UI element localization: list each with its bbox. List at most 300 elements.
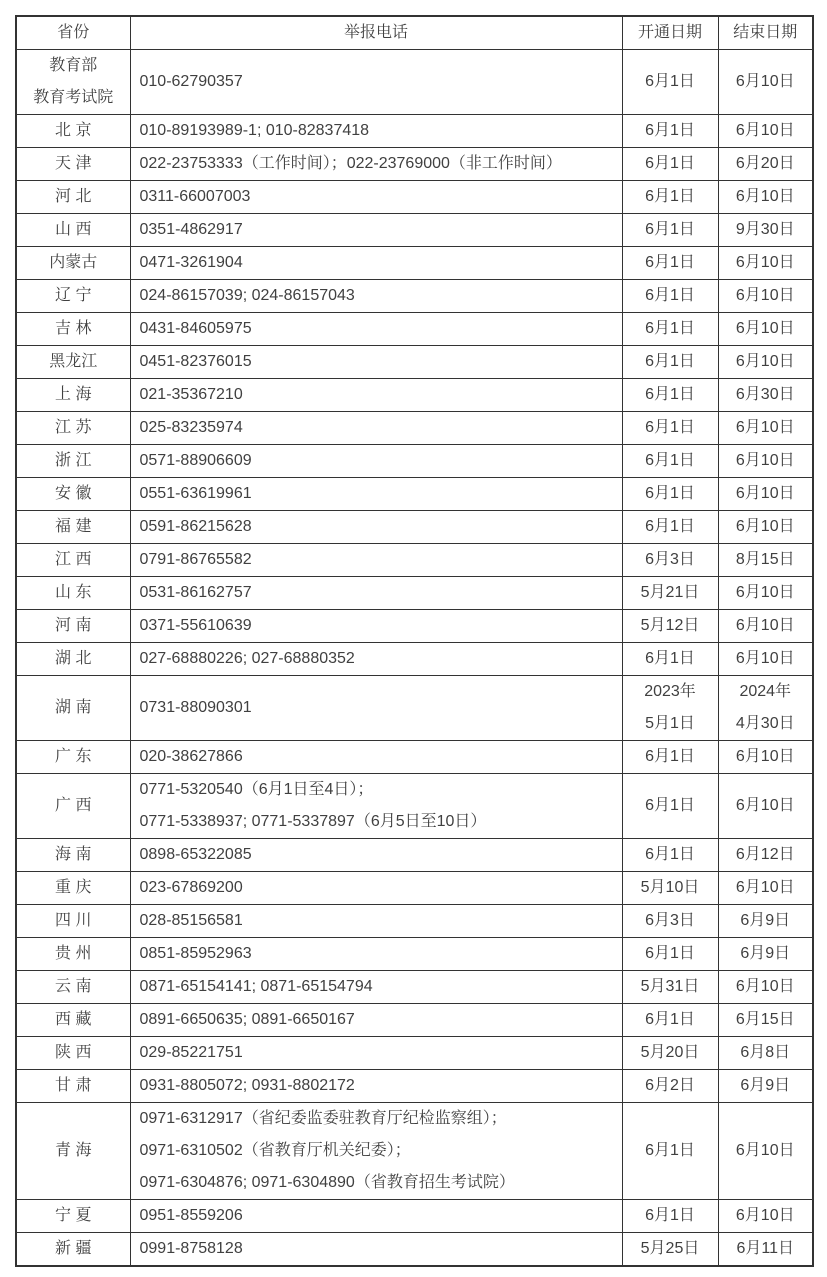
province-cell [16,313,130,346]
end-date-cell [718,148,813,181]
cell-line: 宁 夏 [55,1207,92,1224]
start-date-cell [622,643,718,676]
cell-line: 甘 肃 [55,1077,92,1094]
cell-line: 020-38627866 [139,748,243,765]
end-date-cell [718,346,813,379]
report-phone-table [15,15,814,1267]
cell-line: 2023年 [644,683,696,700]
cell-line: 029-85221751 [139,1044,243,1061]
table-row [16,741,813,774]
cell-line: 6月10日 [735,254,795,271]
table-row [16,1233,813,1267]
phones-cell [130,741,622,774]
end-date-cell [718,247,813,280]
cell-line: 0971-6310502（省教育厅机关纪委）； [139,1142,411,1159]
cell-line: 6月10日 [735,617,795,634]
cell-line: 北 京 [55,122,92,139]
table-row [16,247,813,280]
province-cell [16,1070,130,1103]
phones-cell [130,971,622,1004]
cell-line: 6月1日 [645,221,695,238]
end-date-cell [718,214,813,247]
cell-line: 黑龙江 [49,353,98,370]
cell-line: 广 西 [55,797,92,814]
cell-line: 吉 林 [55,320,92,337]
cell-line: 广 东 [55,748,92,765]
start-date-cell [622,1004,718,1037]
province-cell [16,1037,130,1070]
start-date-cell [622,214,718,247]
start-date-cell [622,774,718,839]
table-row [16,412,813,445]
table-row [16,1200,813,1233]
phones-cell [130,643,622,676]
table-row [16,872,813,905]
end-date-cell [718,610,813,643]
province-cell [16,181,130,214]
cell-line: 0931-8805072; 0931-8802172 [139,1077,355,1094]
table-row [16,181,813,214]
cell-line: 贵 州 [55,945,92,962]
province-cell [16,839,130,872]
cell-line: 内蒙古 [49,254,98,271]
table-row [16,148,813,181]
cell-line: 6月10日 [735,1142,795,1159]
province-cell [16,1200,130,1233]
cell-line: 教育考试院 [33,89,114,106]
cell-line: 0871-65154141; 0871-65154794 [139,978,373,995]
cell-line: 6月3日 [645,912,695,929]
cell-line: 新 疆 [55,1240,92,1257]
cell-line: 6月1日 [645,452,695,469]
province-cell [16,643,130,676]
cell-line: 6月30日 [735,386,795,403]
end-date-cell [718,1103,813,1200]
province-cell [16,478,130,511]
phones-cell [130,445,622,478]
end-date-cell [718,511,813,544]
cell-line: 5月21日 [640,584,700,601]
cell-line: 云 南 [55,978,92,995]
table-row [16,1103,813,1200]
cell-line: 028-85156581 [139,912,243,929]
start-date-cell [622,148,718,181]
cell-line: 6月10日 [735,518,795,535]
province-cell [16,905,130,938]
table-row [16,379,813,412]
phones-cell [130,478,622,511]
cell-line: 6月10日 [735,452,795,469]
table-row [16,676,813,741]
cell-line: 6月10日 [735,650,795,667]
phones-cell [130,346,622,379]
end-date-cell [718,643,813,676]
table-row [16,50,813,115]
end-date-cell [718,839,813,872]
cell-line: 6月11日 [736,1240,794,1257]
cell-line: 0851-85952963 [139,945,252,962]
cell-line: 6月1日 [645,155,695,172]
phones-cell [130,1004,622,1037]
end-date-cell [718,313,813,346]
cell-line: 湖 北 [55,650,92,667]
end-date-cell [718,577,813,610]
end-date-cell [718,445,813,478]
cell-line: 6月2日 [645,1077,695,1094]
cell-line: 0311-66007003 [139,188,251,205]
phones-cell [130,50,622,115]
start-date-cell [622,412,718,445]
cell-line: 重 庆 [55,879,92,896]
phones-cell [130,938,622,971]
start-date-cell [622,577,718,610]
province-cell [16,741,130,774]
phones-cell [130,412,622,445]
cell-line: 6月1日 [645,386,695,403]
province-cell [16,774,130,839]
cell-line: 0531-86162757 [139,584,252,601]
province-cell [16,346,130,379]
start-date-cell [622,1233,718,1267]
cell-line: 海 南 [55,846,92,863]
cell-line: 6月1日 [645,188,695,205]
cell-line: 010-89193989-1; 010-82837418 [139,122,370,139]
cell-line: 9月30日 [735,221,795,238]
start-date-cell [622,971,718,1004]
cell-line: 6月10日 [735,188,795,205]
cell-line: 6月9日 [740,912,791,929]
cell-line: 6月1日 [645,518,695,535]
cell-line: 6月10日 [735,748,795,765]
cell-line: 浙 江 [55,452,92,469]
cell-line: 湖 南 [55,699,92,716]
start-date-cell [622,839,718,872]
phones-cell [130,577,622,610]
cell-line: 山 西 [55,221,92,238]
phones-cell [130,774,622,839]
cell-line: 0451-82376015 [139,353,252,370]
end-date-cell [718,1037,813,1070]
end-date-cell [718,280,813,313]
table-row [16,478,813,511]
end-date-cell [718,379,813,412]
cell-line: 6月1日 [645,485,695,502]
start-date-cell [622,544,718,577]
col-header-phones: 举报电话 [130,16,622,50]
cell-line: 5月12日 [640,617,700,634]
cell-line: 021-35367210 [139,386,243,403]
end-date-cell [718,412,813,445]
phones-cell [130,1233,622,1267]
phones-cell [130,872,622,905]
cell-line: 024-86157039; 024-86157043 [139,287,355,304]
start-date-cell [622,676,718,741]
phones-cell [130,247,622,280]
phones-cell [130,839,622,872]
cell-line: 福 建 [55,518,92,535]
end-date-cell [718,872,813,905]
start-date-cell [622,478,718,511]
phones-cell [130,280,622,313]
cell-line: 0431-84605975 [139,320,252,337]
cell-line: 5月10日 [640,879,700,896]
province-cell [16,50,130,115]
cell-line: 0971-6312917（省纪委监委驻教育厅纪检监察组）； [139,1110,507,1127]
cell-line: 6月10日 [735,419,795,436]
phones-cell [130,1103,622,1200]
cell-line: 0898-65322085 [139,846,252,863]
table-row [16,313,813,346]
phones-cell [130,676,622,741]
cell-line: 江 西 [55,551,92,568]
cell-line: 辽 宁 [55,287,92,304]
start-date-cell [622,280,718,313]
province-cell [16,1004,130,1037]
cell-line: 西 藏 [55,1011,92,1028]
cell-line: 6月1日 [645,122,695,139]
cell-line: 青 海 [55,1142,92,1159]
cell-line: 023-67869200 [139,879,243,896]
cell-line: 6月10日 [735,584,795,601]
cell-line: 027-68880226; 027-68880352 [139,650,355,667]
end-date-cell [718,544,813,577]
phones-cell [130,148,622,181]
cell-line: 6月8日 [740,1044,791,1061]
phones-cell [130,181,622,214]
start-date-cell [622,379,718,412]
cell-line: 陕 西 [55,1044,92,1061]
cell-line: 8月15日 [735,551,795,568]
start-date-cell [622,610,718,643]
cell-line: 6月1日 [645,1011,695,1028]
cell-line: 0771-5338937; 0771-5337897（6月5日至10日） [139,813,487,830]
cell-line: 6月10日 [735,320,795,337]
phones-cell [130,1070,622,1103]
cell-line: 河 南 [55,617,92,634]
start-date-cell [622,1103,718,1200]
province-cell [16,115,130,148]
cell-line: 安 徽 [55,485,92,502]
cell-line: 6月1日 [645,73,695,90]
table-row [16,1070,813,1103]
start-date-cell [622,181,718,214]
table-row [16,643,813,676]
province-cell [16,148,130,181]
end-date-cell [718,905,813,938]
province-cell [16,938,130,971]
start-date-cell [622,1070,718,1103]
table-row [16,346,813,379]
table-row [16,610,813,643]
start-date-cell [622,905,718,938]
start-date-cell [622,115,718,148]
cell-line: 022-23753333（工作时间）；022-23769000（非工作时间） [139,155,562,172]
cell-line: 6月9日 [740,1077,791,1094]
table-row [16,774,813,839]
table-row [16,1037,813,1070]
phones-cell [130,214,622,247]
province-cell [16,610,130,643]
province-cell [16,1233,130,1267]
start-date-cell [622,872,718,905]
phones-cell [130,1200,622,1233]
cell-line: 天 津 [55,155,92,172]
cell-line: 6月1日 [645,287,695,304]
cell-line: 6月10日 [735,122,795,139]
start-date-cell [622,511,718,544]
cell-line: 025-83235974 [139,419,243,436]
province-cell [16,676,130,741]
province-cell [16,1103,130,1200]
province-cell [16,511,130,544]
cell-line: 四 川 [55,912,92,929]
cell-line: 6月1日 [645,353,695,370]
cell-line: 0551-63619961 [139,485,252,502]
cell-line: 6月1日 [645,419,695,436]
cell-line: 0471-3261904 [139,254,243,271]
province-cell [16,412,130,445]
province-cell [16,379,130,412]
cell-line: 6月1日 [645,846,695,863]
table-row [16,280,813,313]
end-date-cell [718,938,813,971]
end-date-cell [718,181,813,214]
cell-line: 6月1日 [645,748,695,765]
phones-cell [130,313,622,346]
province-cell [16,872,130,905]
start-date-cell [622,938,718,971]
table-row [16,544,813,577]
end-date-cell [718,1070,813,1103]
phones-cell [130,544,622,577]
cell-line: 5月31日 [640,978,700,995]
start-date-cell [622,247,718,280]
cell-line: 6月10日 [735,73,795,90]
table-header-row [16,16,813,50]
table-row [16,971,813,1004]
col-header-province: 省份 [16,16,130,50]
phones-cell [130,379,622,412]
cell-line: 0771-5320540（6月1日至4日）； [139,781,374,798]
cell-line: 6月15日 [735,1011,795,1028]
phones-cell [130,115,622,148]
end-date-cell [718,971,813,1004]
cell-line: 0791-86765582 [139,551,252,568]
start-date-cell [622,1200,718,1233]
table-row [16,115,813,148]
cell-line: 6月1日 [645,1207,695,1224]
province-cell [16,445,130,478]
table-row [16,214,813,247]
end-date-cell [718,1233,813,1267]
table-row [16,839,813,872]
cell-line: 6月20日 [735,155,795,172]
province-cell [16,577,130,610]
end-date-cell [718,50,813,115]
cell-line: 6月10日 [735,485,795,502]
table-row [16,445,813,478]
cell-line: 0351-4862917 [139,221,243,238]
cell-line: 6月1日 [645,650,695,667]
cell-line: 6月10日 [735,287,795,304]
end-date-cell [718,115,813,148]
cell-line: 4月30日 [735,715,795,732]
end-date-cell [718,676,813,741]
cell-line: 6月1日 [645,797,695,814]
cell-line: 山 东 [55,584,92,601]
end-date-cell [718,1200,813,1233]
cell-line: 6月1日 [645,254,695,271]
cell-line: 5月1日 [645,715,695,732]
table-row [16,1004,813,1037]
start-date-cell [622,741,718,774]
cell-line: 6月10日 [735,797,795,814]
cell-line: 6月10日 [735,1207,795,1224]
province-cell [16,971,130,1004]
end-date-cell [718,1004,813,1037]
cell-line: 6月1日 [645,320,695,337]
end-date-cell [718,741,813,774]
cell-line: 6月10日 [735,353,795,370]
phones-cell [130,905,622,938]
cell-line: 5月20日 [640,1044,700,1061]
cell-line: 6月9日 [740,945,791,962]
table-row [16,938,813,971]
phones-cell [130,610,622,643]
cell-line: 0991-8758128 [139,1240,243,1257]
cell-line: 上 海 [55,386,92,403]
cell-line: 河 北 [55,188,92,205]
start-date-cell [622,313,718,346]
cell-line: 6月10日 [735,978,795,995]
cell-line: 0571-88906609 [139,452,252,469]
cell-line: 6月12日 [735,846,795,863]
cell-line: 0891-6650635; 0891-6650167 [139,1011,355,1028]
col-header-end-date: 结束日期 [718,16,813,50]
cell-line: 0371-55610639 [139,617,252,634]
province-cell [16,544,130,577]
end-date-cell [718,774,813,839]
cell-line: 教育部 [49,57,98,74]
col-header-start-date: 开通日期 [622,16,718,50]
table-body [16,50,813,1267]
end-date-cell [718,478,813,511]
start-date-cell [622,445,718,478]
cell-line: 5月25日 [640,1240,700,1257]
cell-line: 0591-86215628 [139,518,252,535]
cell-line: 6月1日 [645,945,695,962]
table-row [16,905,813,938]
cell-line: 0951-8559206 [139,1207,243,1224]
cell-line: 2024年 [739,683,792,700]
table-row [16,511,813,544]
cell-line: 6月10日 [735,879,795,896]
cell-line: 0971-6304876; 0971-6304890（省教育招生考试院） [139,1174,515,1191]
phones-cell [130,1037,622,1070]
start-date-cell [622,1037,718,1070]
province-cell [16,280,130,313]
cell-line: 江 苏 [55,419,92,436]
start-date-cell [622,50,718,115]
cell-line: 010-62790357 [139,73,243,90]
table-row [16,577,813,610]
start-date-cell [622,346,718,379]
cell-line: 6月1日 [645,1142,695,1159]
phones-cell [130,511,622,544]
province-cell [16,247,130,280]
province-cell [16,214,130,247]
cell-line: 6月3日 [645,551,695,568]
